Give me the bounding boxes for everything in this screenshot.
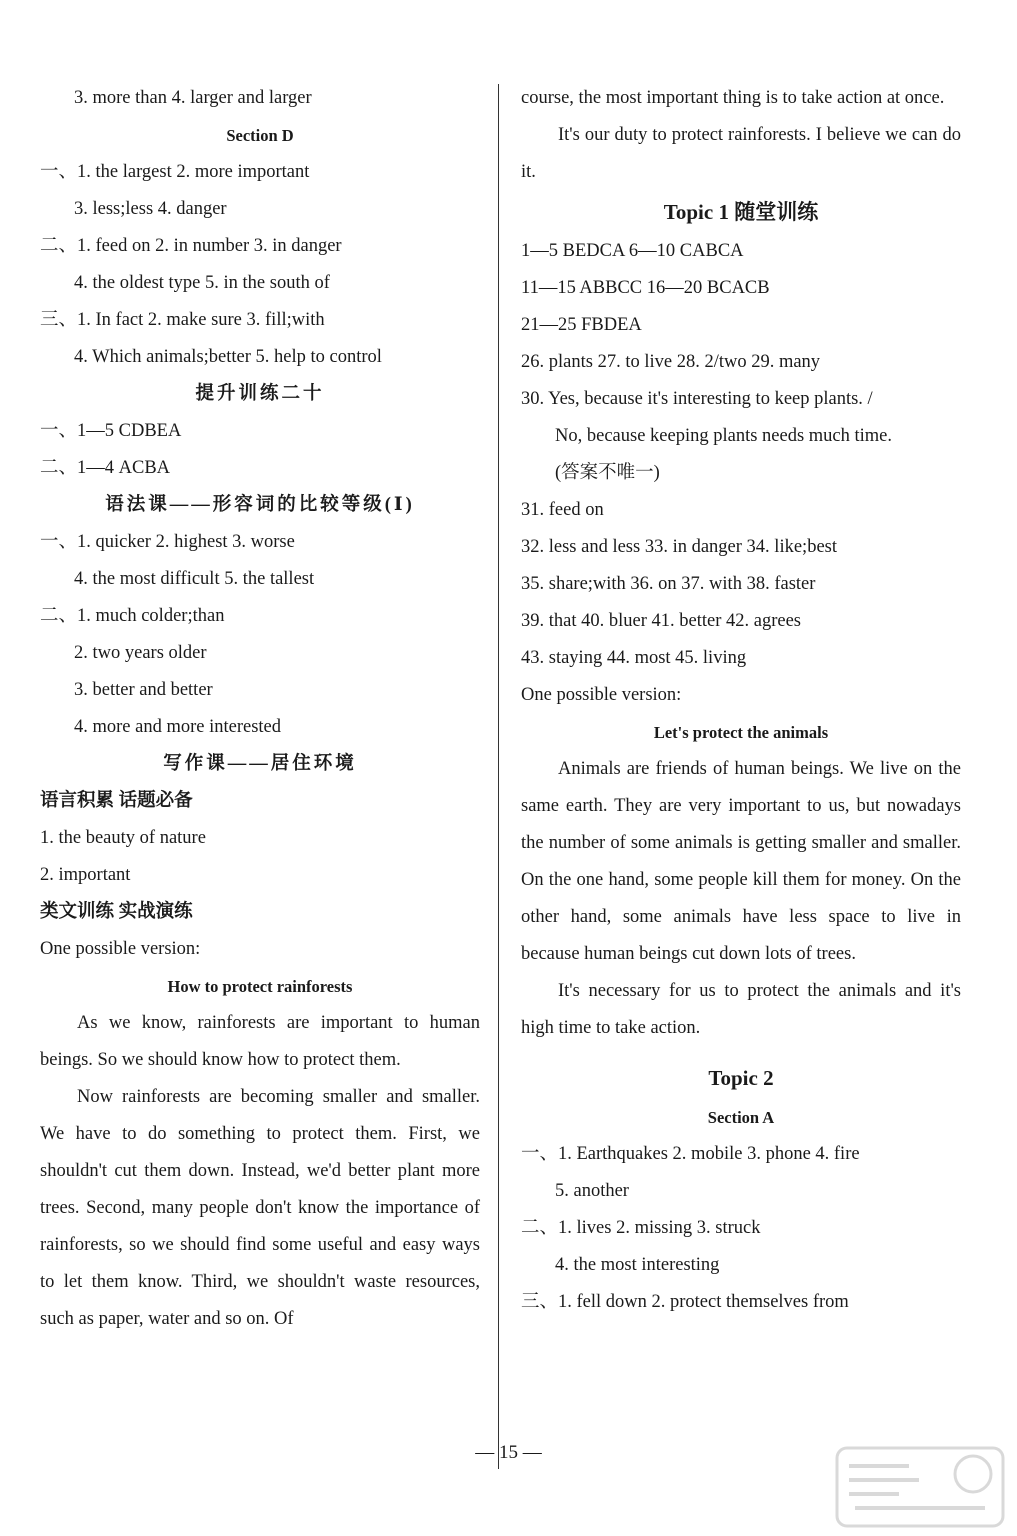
section-heading: Section A	[707, 1108, 775, 1127]
answer-line: 4. the most interesting	[555, 1255, 720, 1275]
answer-line: 一、1—5 CDBEA	[40, 421, 182, 441]
answer-line: 1—5 BEDCA 6—10 CABCA	[521, 241, 744, 261]
topic-heading: Topic 1 随堂训练	[663, 200, 819, 224]
answer-line: 2. two years older	[74, 643, 207, 663]
answer-line: 3. more than 4. larger and larger	[74, 88, 312, 108]
left-column	[40, 80, 480, 1338]
answer-line: 31. feed on	[521, 500, 604, 520]
essay-paragraph: course, the most important thing is to take action at once.	[521, 88, 945, 108]
answer-line: 一、1. quicker 2. highest 3. worse	[40, 532, 295, 552]
answer-line: 4. Which animals;better 5. help to control	[74, 347, 382, 367]
answer-line: 39. that 40. bluer 41. better 42. agrees	[521, 611, 801, 631]
answer-line: 32. less and less 33. in danger 34. like;best	[521, 537, 837, 557]
essay-paragraph: It's necessary for us to protect the animals and it's high time to take action.	[521, 981, 961, 1038]
answer-line: 一、1. Earthquakes 2. mobile 3. phone 4. fire	[521, 1144, 860, 1164]
version-label: One possible version:	[40, 939, 201, 959]
page-number: — 15 —	[475, 1442, 542, 1463]
right-column	[521, 80, 961, 1321]
topic-heading: Topic 2	[708, 1066, 774, 1090]
answer-line: 30. Yes, because it's interesting to keep plants. /	[521, 389, 873, 409]
answer-line: 二、1—4 ACBA	[40, 458, 171, 478]
essay-paragraph: As we know, rainforests are important to human beings. So we should know how to protect them.	[40, 1013, 480, 1070]
answer-line: 4. the oldest type 5. in the south of	[74, 273, 330, 293]
answer-note: (答案不唯一)	[555, 463, 660, 483]
subheading: 类文训练 实战演练	[40, 902, 193, 922]
answer-line: 21—25 FBDEA	[521, 315, 642, 335]
answer-line: 二、1. lives 2. missing 3. struck	[521, 1218, 761, 1238]
answer-line: 三、1. fell down 2. protect themselves from	[521, 1292, 849, 1312]
essay-title: How to protect rainforests	[167, 977, 353, 996]
answer-line: 三、1. In fact 2. make sure 3. fill;with	[40, 310, 325, 330]
subheading: 语言积累 话题必备	[40, 791, 193, 811]
section-heading: 提升训练二十	[195, 384, 325, 404]
essay-title: Let's protect the animals	[653, 723, 829, 742]
answer-line: 二、1. much colder;than	[40, 606, 225, 626]
answer-line: 3. less;less 4. danger	[74, 199, 227, 219]
section-heading: Section D	[226, 126, 294, 145]
essay-paragraph: Now rainforests are becoming smaller and smaller. We have to do something to protect them. First, we shouldn't cut them down. Instead, we'd better plant more trees. Second, many people don't know the importance of rainforests, so we should find some useful and easy ways to let them know. Third, we shouldn't waste resources, such as paper, water and so on. Of	[40, 1087, 480, 1329]
version-label: One possible version:	[521, 685, 682, 705]
answer-line: 26. plants 27. to live 28. 2/two 29. many	[521, 352, 821, 372]
answer-line: 3. better and better	[74, 680, 213, 700]
essay-paragraph: It's our duty to protect rainforests. I believe we can do it.	[521, 125, 961, 182]
answer-line: 35. share;with 36. on 37. with 38. faster	[521, 574, 816, 594]
answer-line: 2. important	[40, 865, 131, 885]
answer-line: 1. the beauty of nature	[40, 828, 206, 848]
answer-line: 二、1. feed on 2. in number 3. in danger	[40, 236, 342, 256]
column-divider	[498, 84, 499, 1469]
answer-line: No, because keeping plants needs much time.	[555, 426, 893, 446]
answer-line: 一、1. the largest 2. more important	[40, 162, 310, 182]
answer-line: 4. the most difficult 5. the tallest	[74, 569, 315, 589]
answer-line: 4. more and more interested	[74, 717, 282, 737]
answer-line: 11—15 ABBCC 16—20 BCACB	[521, 278, 770, 298]
essay-paragraph: Animals are friends of human beings. We live on the same earth. They are very important to us, but nowadays the number of some animals is getting smaller and smaller. On the one hand, some people kill them for money. On the other hand, some animals have less space to live in because human beings cut down lots of trees.	[521, 759, 961, 964]
section-heading: 写作课——居住环境	[163, 754, 357, 774]
section-heading: 语法课——形容词的比较等级(Ⅰ)	[105, 495, 415, 515]
answer-line: 5. another	[555, 1181, 629, 1201]
answer-line: 43. staying 44. most 45. living	[521, 648, 747, 668]
watermark-logo	[835, 1446, 1005, 1528]
